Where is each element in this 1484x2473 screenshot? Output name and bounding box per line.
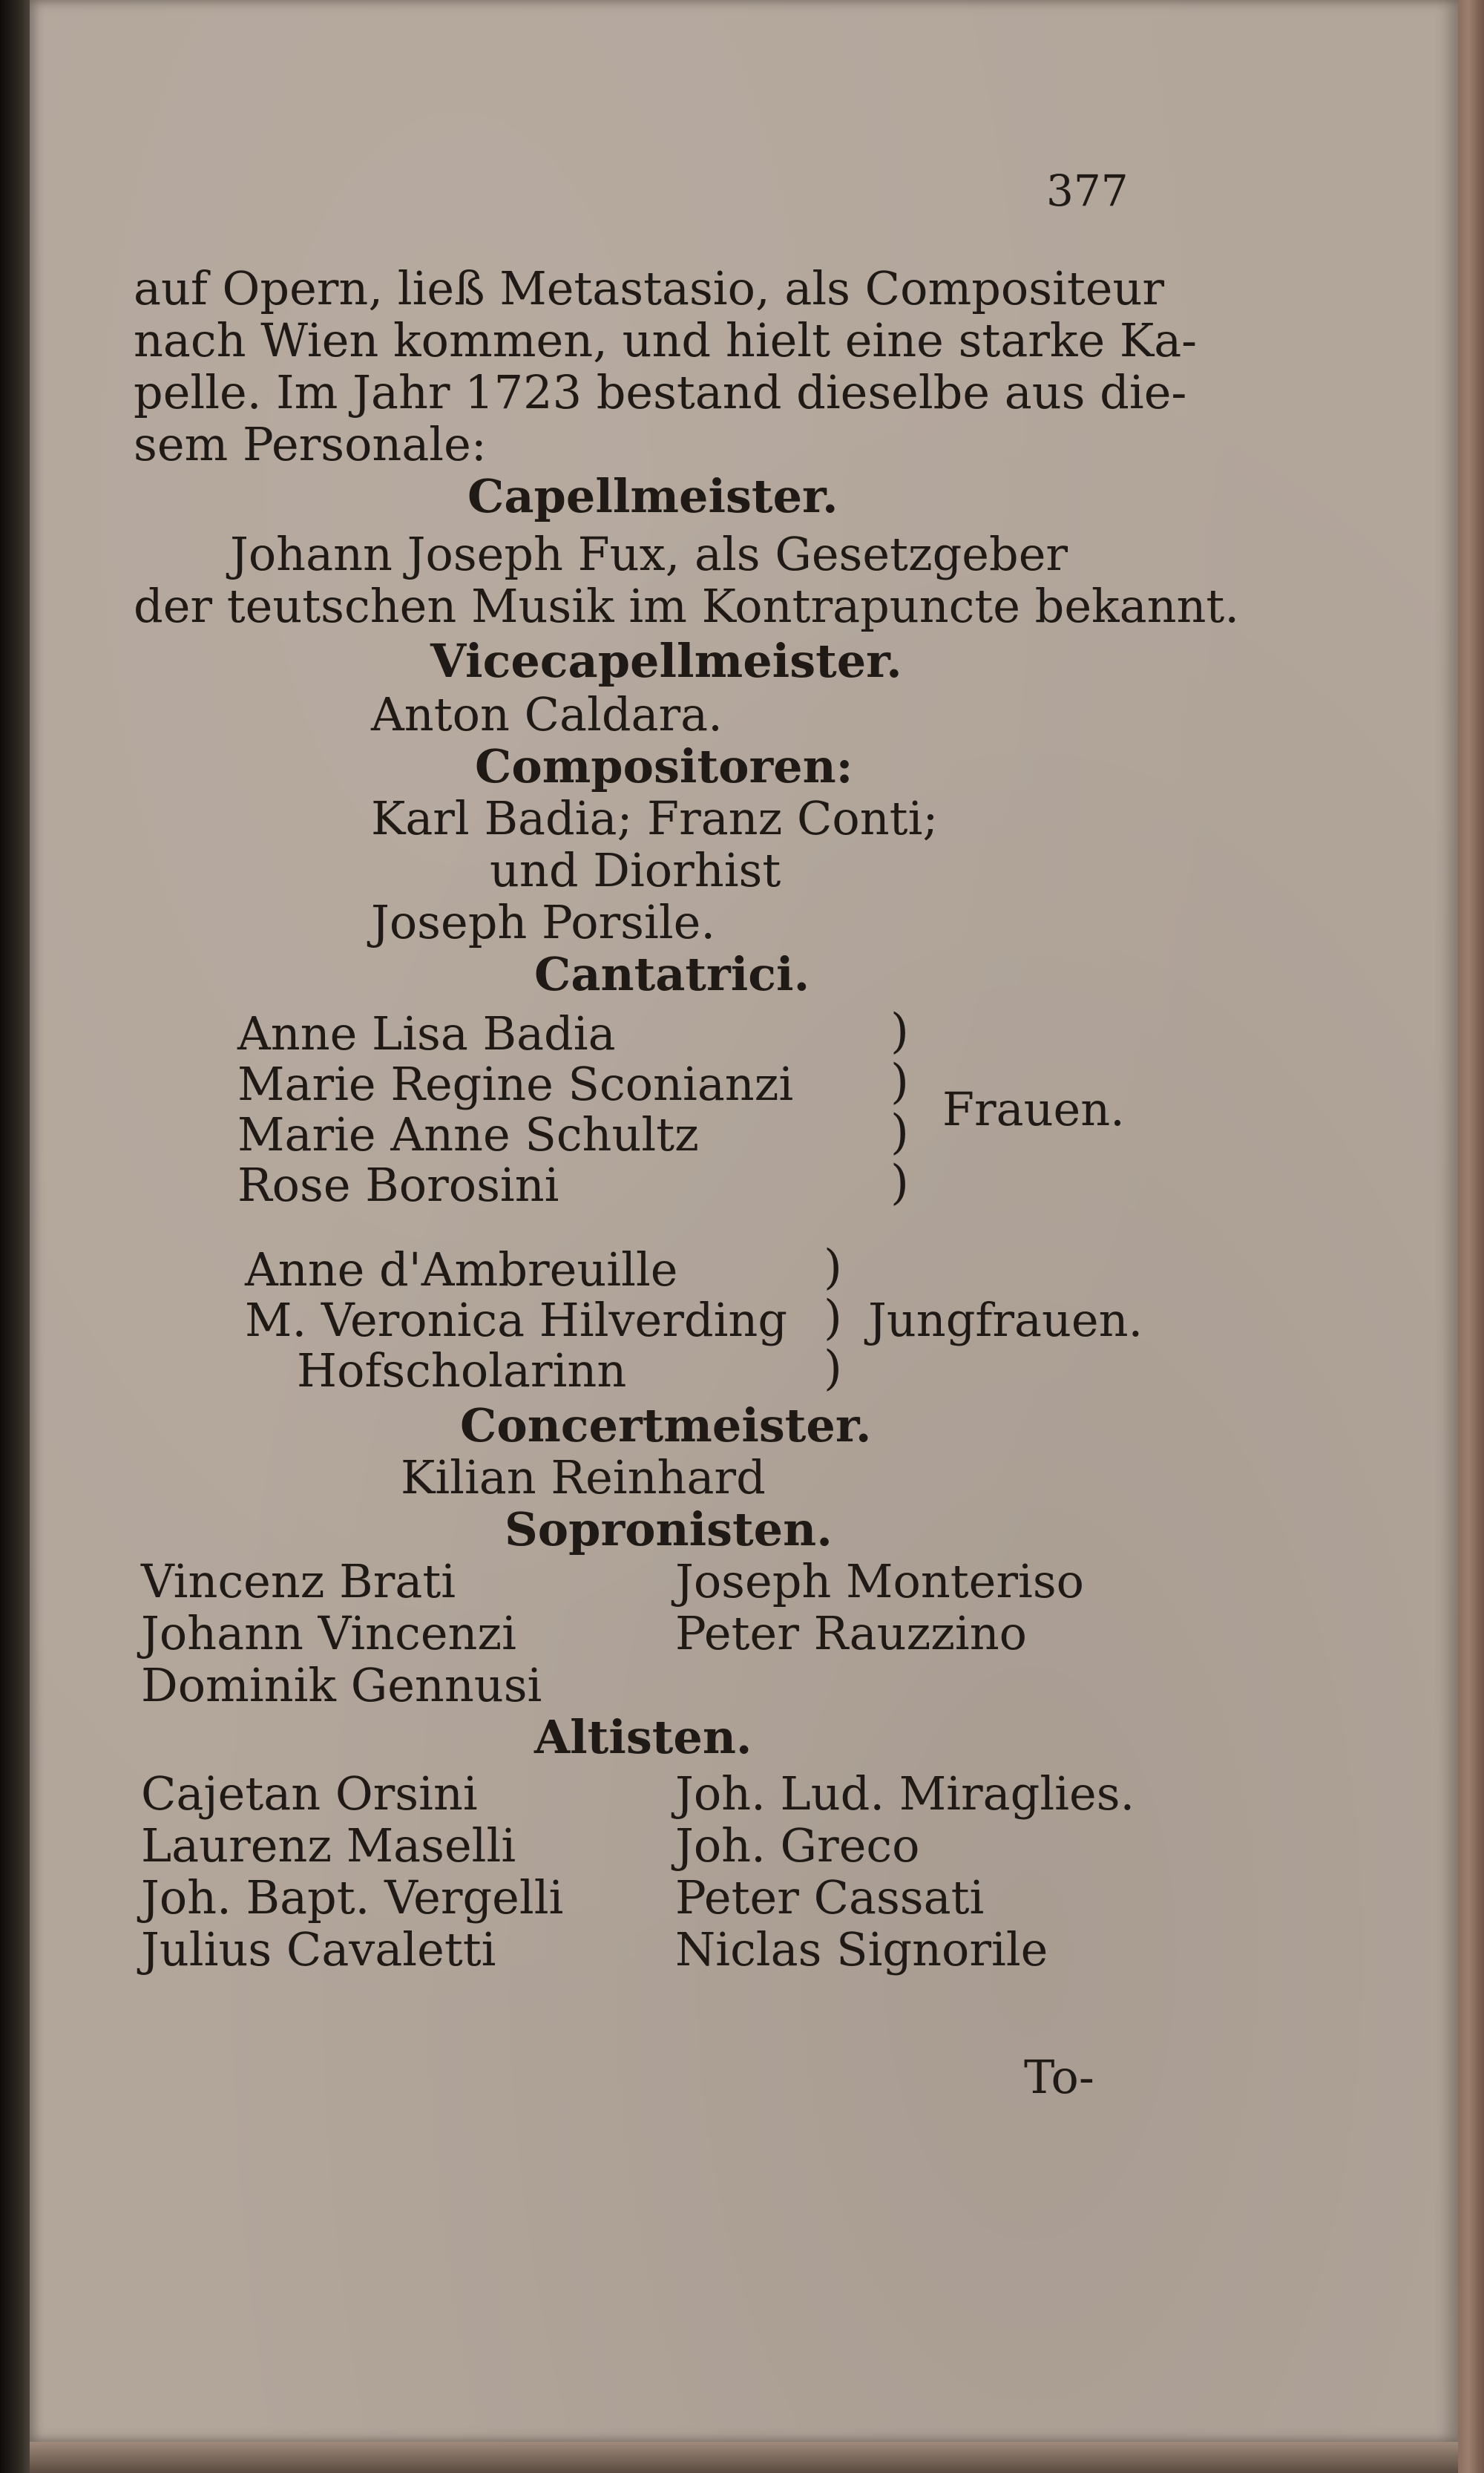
sopronist-name: Johann Vincenzi — [141, 1606, 516, 1660]
concertmeister-name: Kilian Reinhard — [401, 1450, 766, 1504]
page-number: 377 — [1046, 166, 1129, 216]
body-line: pelle. Im Jahr 1723 bestand dieselbe aus die- — [134, 365, 1187, 419]
section-heading-vicecapellmeister: Vicecapellmeister. — [430, 634, 902, 688]
compositoren-line: Joseph Porsile. — [371, 895, 716, 949]
compositoren-line: und Diorhist — [490, 843, 781, 897]
section-heading-sopronisten: Sopronisten. — [505, 1502, 833, 1556]
brace-paren: ) — [824, 1341, 842, 1396]
sopronist-name: Peter Rauzzino — [675, 1606, 1027, 1660]
altist-name: Julius Cavaletti — [141, 1922, 496, 1976]
page-edge-bottom — [30, 2442, 1458, 2473]
altist-name: Peter Cassati — [675, 1870, 985, 1925]
body-line: auf Opern, ließ Metastasio, als Compositeur — [134, 261, 1165, 315]
compositoren-line: Karl Badia; Franz Conti; — [371, 791, 939, 845]
section-heading-capellmeister: Capellmeister. — [467, 469, 838, 523]
altist-name: Joh. Lud. Miraglies. — [675, 1766, 1135, 1821]
section-heading-concertmeister: Concertmeister. — [460, 1398, 872, 1452]
altist-name: Joh. Greco — [675, 1818, 920, 1873]
brace-paren: ) — [890, 1105, 909, 1160]
brace-paren: ) — [824, 1291, 842, 1346]
capellmeister-line: Johann Joseph Fux, als Gesetzgeber — [230, 527, 1068, 581]
page-edge-right — [1458, 0, 1484, 2473]
capellmeister-line: der teutschen Musik im Kontrapuncte bekannt. — [134, 579, 1240, 633]
altist-name: Joh. Bapt. Vergelli — [141, 1870, 564, 1925]
section-heading-altisten: Altisten. — [534, 1710, 752, 1764]
altist-name: Cajetan Orsini — [141, 1766, 478, 1821]
sopronist-name: Vincenz Brati — [141, 1554, 456, 1608]
altist-name: Niclas Signorile — [675, 1922, 1048, 1976]
cantatrice-name: Marie Anne Schultz — [237, 1107, 699, 1162]
cantatrice-name: Hofscholarinn — [297, 1343, 627, 1398]
section-heading-compositoren: Compositoren: — [475, 739, 853, 793]
brace-paren: ) — [890, 1055, 909, 1110]
book-spine-shadow — [0, 0, 30, 2473]
sopronist-name: Joseph Monteriso — [675, 1554, 1084, 1608]
cantatrice-name: Anne d'Ambreuille — [245, 1242, 678, 1297]
altist-name: Laurenz Maselli — [141, 1818, 516, 1873]
brace-paren: ) — [824, 1240, 842, 1295]
jungfrauen-label: Jungfrauen. — [868, 1293, 1143, 1347]
sopronist-name: Dominik Gennusi — [141, 1658, 542, 1712]
body-line: sem Personale: — [134, 417, 487, 471]
vicecapellmeister-name: Anton Caldara. — [371, 687, 723, 741]
brace-paren: ) — [890, 1004, 909, 1059]
section-heading-cantatrici: Cantatrici. — [534, 947, 810, 1001]
cantatrice-name: Rose Borosini — [237, 1158, 559, 1212]
brace-paren: ) — [890, 1156, 909, 1211]
frauen-label: Frauen. — [942, 1082, 1125, 1136]
cantatrice-name: Marie Regine Sconianzi — [237, 1057, 794, 1111]
cantatrice-name: M. Veronica Hilverding — [245, 1293, 788, 1347]
cantatrice-name: Anne Lisa Badia — [237, 1006, 616, 1061]
body-line: nach Wien kommen, und hielt eine starke Ka- — [134, 313, 1198, 367]
catchword: To- — [1024, 2050, 1094, 2104]
